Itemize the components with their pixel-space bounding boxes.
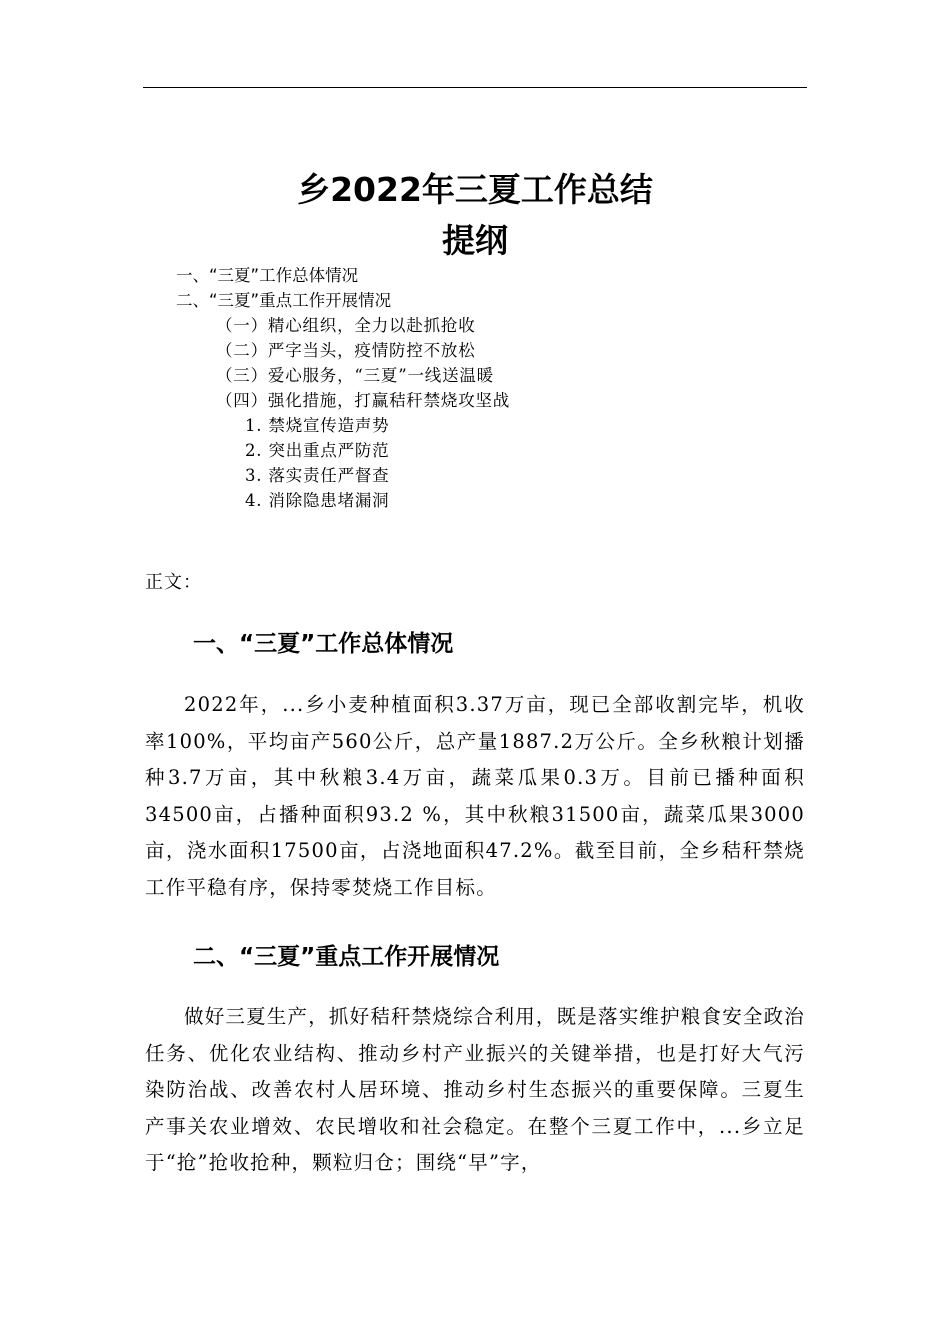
section-paragraph-1: 2022年，...乡小麦种植面积3.37万亩，现已全部收割完毕，机收率100%，平均亩产560公斤，总产量1887.2万公斤。全乡秋粮计划播种3.7万亩，其中秋粮3.4万亩，蔬菜瓜果0.3万。目前已播种面积34500亩，占播种面积93.2 %，其中秋粮31500亩，蔬菜瓜果3000亩，浇水面积17500亩，占浇地面积47.2%。截至目前，全乡秸秆禁烧工作平稳有序，保持零焚烧工作目标。	[145, 693, 805, 899]
section-heading-2: 二、“三夏”重点工作开展情况	[193, 944, 500, 970]
section-heading-1: 一、“三夏”工作总体情况	[193, 631, 454, 657]
outline-point-2: 2. 突出重点严防范	[245, 441, 390, 460]
outline-subitem-2: （二）严字当头，疫情防控不放松	[216, 341, 476, 360]
document-title: 乡2022年三夏工作总结	[297, 170, 653, 209]
section-paragraph-2: 做好三夏生产，抓好秸秆禁烧综合利用，既是落实维护粮食安全政治任务、优化农业结构、推动乡村产业振兴的关键举措，也是打好大气污染防治战、改善农村人居环境、推动乡村生态振兴的重要保障。三夏生产事关农业增效、农民增收和社会稳定。在整个三夏工作中，...乡立足于“抢”抢收抢种，颗粒归仓；围绕“早”字，	[145, 1005, 806, 1175]
document-subtitle: 提纲	[442, 221, 508, 260]
outline-subitem-1: （一）精心组织，全力以赴抓抢收	[216, 316, 476, 335]
outline-item-2: 二、“三夏”重点工作开展情况	[176, 291, 392, 310]
body-label: 正文：	[145, 572, 202, 593]
outline-item-1: 一、“三夏”工作总体情况	[176, 266, 359, 285]
header-rule	[143, 87, 807, 88]
outline-point-4: 4. 消除隐患堵漏洞	[245, 491, 390, 510]
outline-point-1: 1. 禁烧宣传造声势	[245, 416, 390, 435]
outline-point-3: 3. 落实责任严督查	[245, 466, 390, 485]
outline-subitem-3: （三）爱心服务，“三夏”一线送温暖	[216, 366, 494, 385]
outline-subitem-4: （四）强化措施，打赢秸秆禁烧攻坚战	[216, 391, 511, 410]
